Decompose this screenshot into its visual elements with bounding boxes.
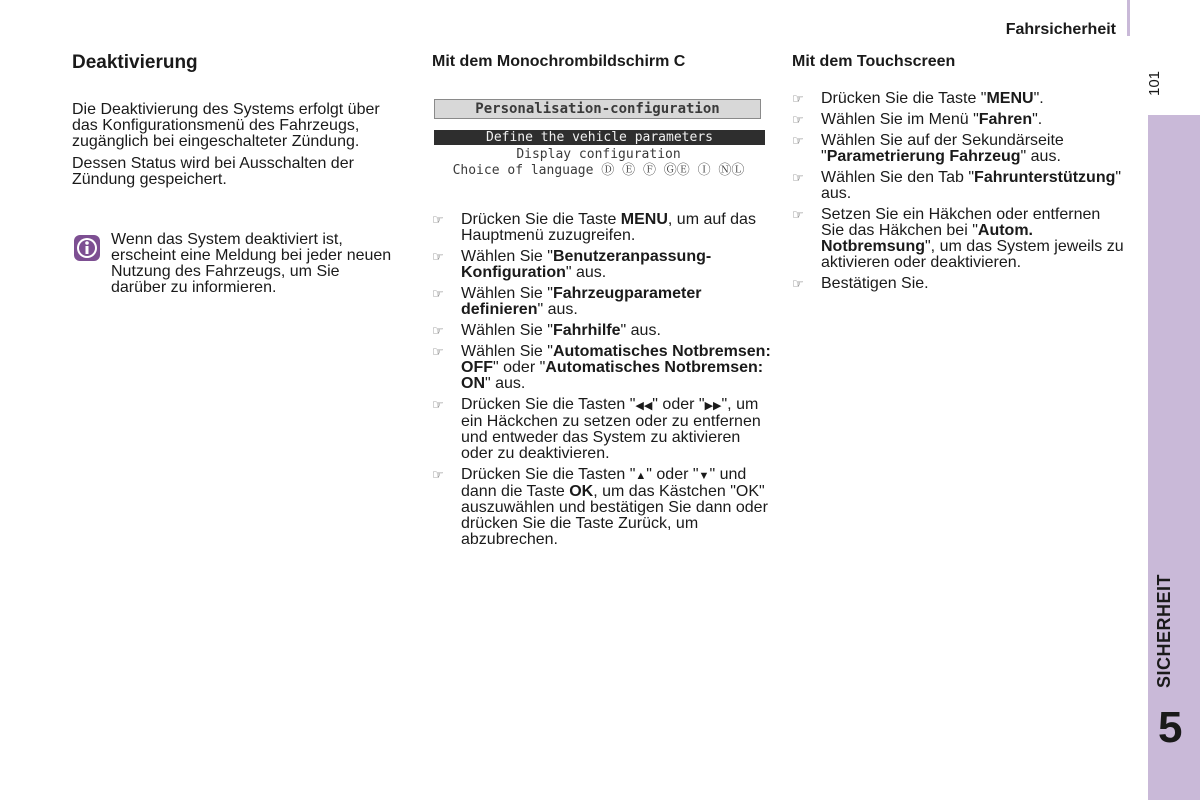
step-bold-text: ◀◀ (635, 400, 653, 412)
column-monochrome-screen (432, 52, 772, 553)
pointing-hand-icon: ☞ (792, 276, 804, 291)
step-bold-text: MENU (620, 211, 668, 228)
step-bold-text: Autom. Notbremsung (821, 222, 1033, 255)
info-text: Wenn das System deaktiviert ist, erscheint eine Meldung bei jeder neuen Nutzung des Fahrzeugs, um Sie darüber zu informieren. (111, 231, 392, 296)
chapter-side-band (1148, 115, 1200, 800)
screen-selected-item: Define the vehicle parameters (434, 130, 765, 145)
step-item (432, 467, 772, 548)
step-item (432, 344, 772, 392)
step-item (432, 249, 772, 281)
pointing-hand-icon: ☞ (792, 91, 804, 106)
step-text: " oder " (646, 466, 699, 483)
step-text: " aus. (565, 264, 607, 281)
step-item (792, 133, 1127, 165)
step-bold-text: Automatisches Notbremsen: OFF (461, 343, 771, 376)
monochrome-steps-list (432, 212, 772, 548)
section-heading: Mit dem Touchscreen (792, 53, 956, 70)
info-icon (72, 233, 102, 263)
info-note (72, 232, 394, 296)
step-bold-text: Fahrhilfe (552, 322, 621, 339)
page-header-title: Fahrsicherheit (1005, 21, 1116, 38)
step-text: Setzen Sie ein Häkchen oder entfernen Sie das Häkchen bei " (821, 206, 1101, 239)
step-text: , um das Kästchen "OK" auszuwählen und bestätigen Sie dann oder drücken Sie die Taste Zurück, um abzubrechen. (461, 483, 768, 548)
step-bold-text: OK (569, 483, 594, 500)
step-text: , um auf das Hauptmenü zuzugreifen. (461, 211, 756, 244)
step-text: Wählen Sie im Menü " (821, 111, 979, 128)
section-heading: Deaktivierung (72, 52, 198, 73)
step-text: ". (1032, 111, 1043, 128)
intro-paragraph: Die Deaktivierung des Systems erfolgt über das Konfigurationsmenü des Fahrzeugs, zugänglich bei eingeschalteter Zündung. (72, 101, 380, 150)
step-text: " aus. (620, 322, 661, 339)
monochrome-screen-display (432, 99, 765, 185)
step-text: ". (1033, 90, 1044, 107)
step-text: Wählen Sie " (461, 343, 553, 360)
step-item (792, 276, 1127, 292)
step-item (792, 170, 1127, 202)
step-bold-text: Fahrzeugparameter definieren (461, 285, 702, 318)
header-divider (1127, 0, 1130, 36)
pointing-hand-icon: ☞ (432, 286, 444, 301)
step-text: Drücken Sie die Taste " (821, 90, 987, 107)
step-bold-text: ▶▶ (704, 400, 722, 412)
step-item (432, 323, 772, 339)
step-item (792, 91, 1127, 107)
screen-title-bar: Personalisation-configuration (434, 99, 761, 119)
step-item (792, 207, 1127, 271)
step-text: " aus. (537, 301, 578, 318)
step-text: " aus. (821, 169, 1122, 202)
step-text: " aus. (1020, 148, 1061, 165)
pointing-hand-icon: ☞ (792, 207, 804, 222)
pointing-hand-icon: ☞ (792, 170, 804, 185)
touchscreen-steps-list (792, 91, 1127, 292)
step-text: Wählen Sie auf der Sekundärseite " (821, 132, 1064, 165)
step-bold-text: Benutzeranpassung-Konfiguration (461, 248, 712, 281)
status-paragraph: Dessen Status wird bei Ausschalten der Zündung gespeichert. (72, 155, 354, 188)
pointing-hand-icon: ☞ (432, 323, 444, 338)
pointing-hand-icon: ☞ (792, 112, 804, 127)
step-bold-text: Parametrierung Fahrzeug (826, 148, 1021, 165)
step-text: Bestätigen Sie. (821, 275, 929, 292)
section-heading: Mit dem Monochrombildschirm C (432, 53, 686, 70)
step-bold-text: MENU (986, 90, 1034, 107)
pointing-hand-icon: ☞ (432, 467, 444, 482)
step-text: " aus. (485, 375, 526, 392)
step-item (432, 212, 772, 244)
step-text: Wählen Sie den Tab " (821, 169, 975, 186)
chapter-number: 5 (1158, 703, 1183, 752)
pointing-hand-icon: ☞ (432, 249, 444, 264)
step-text: ", um ein Häckchen zu setzen oder zu entfernen und entweder das System zu aktivieren oder zu deaktivieren. (461, 396, 761, 462)
screen-menu-item: Choice of language Ⓓ Ⓔ Ⓕ ⒼⒺ Ⓘ ⓃⓁ (452, 163, 745, 178)
step-bold-text: ▲ (635, 470, 647, 482)
step-bold-text: ▼ (698, 470, 710, 482)
step-item (432, 286, 772, 318)
step-text: " oder " (652, 396, 705, 413)
screen-menu-item: Display configuration (516, 147, 681, 162)
step-item (792, 112, 1127, 128)
step-bold-text: Fahren (978, 111, 1033, 128)
step-text: Drücken Sie die Taste (461, 211, 621, 228)
step-item (432, 397, 772, 462)
step-text: Drücken Sie die Tasten " (461, 466, 636, 483)
step-text: Wählen Sie " (461, 322, 553, 339)
column-touchscreen (792, 52, 1127, 297)
pointing-hand-icon: ☞ (432, 397, 444, 412)
pointing-hand-icon: ☞ (432, 344, 444, 359)
step-bold-text: Fahrunterstützung (974, 169, 1116, 186)
pointing-hand-icon: ☞ (792, 133, 804, 148)
step-text: Wählen Sie " (461, 248, 553, 265)
step-text: Wählen Sie " (461, 285, 553, 302)
step-text: " und dann die Taste (461, 466, 747, 500)
step-text: Drücken Sie die Tasten " (461, 396, 636, 413)
step-text: ", um das System jeweils zu aktivieren oder deaktivieren. (821, 238, 1124, 271)
column-deactivation (72, 52, 394, 296)
page-number: 101 (1146, 70, 1163, 96)
step-text: " oder " (493, 359, 546, 376)
section-label: SICHERHEIT (1154, 573, 1174, 688)
pointing-hand-icon: ☞ (432, 212, 444, 227)
step-bold-text: Automatisches Notbremsen: ON (461, 359, 764, 392)
